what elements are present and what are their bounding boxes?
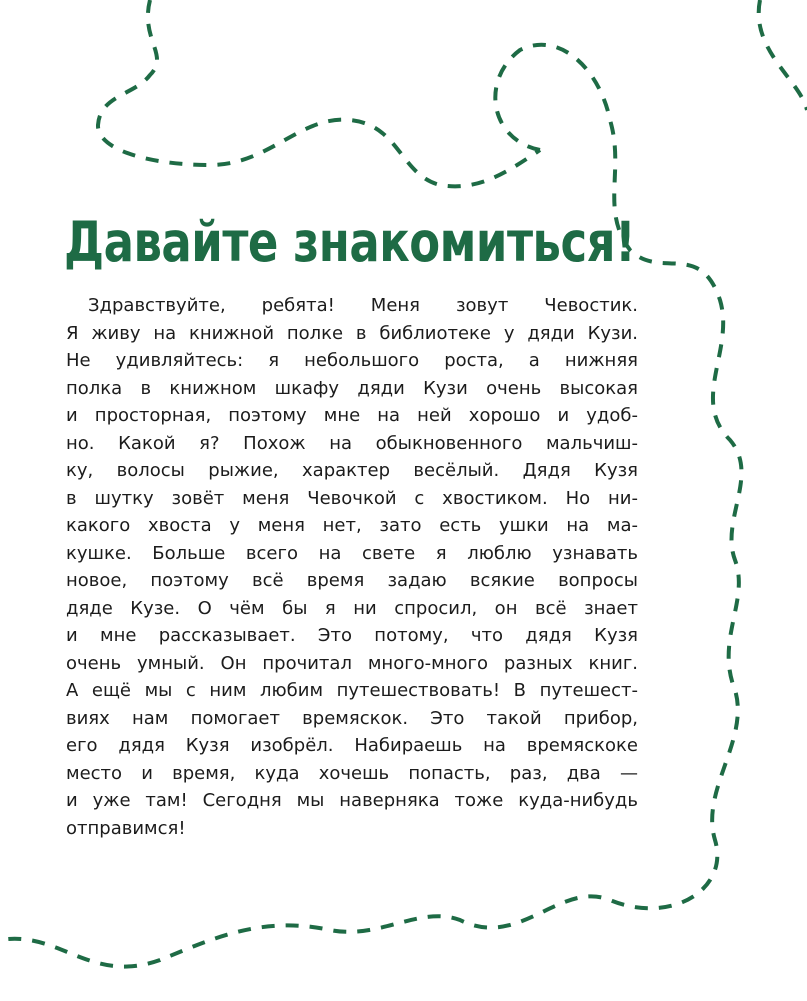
paragraph-line: какого хвоста у меня нет, зато есть ушки на ма- [66, 515, 638, 536]
paragraph-line: место и время, куда хочешь попасть, раз, два — [66, 762, 638, 784]
intro-paragraph [66, 292, 638, 842]
paragraph-line: полка в книжном шкафу дяди Кузи очень высокая [66, 377, 638, 399]
paragraph-line: новое, поэтому всё время задаю всякие вопросы [66, 570, 638, 591]
paragraph-line: виях нам помогает времяскок. Это такой прибор, [66, 707, 638, 729]
page-title: Давайте знакомиться! [64, 210, 636, 275]
paragraph-line: ку, волосы рыжие, характер весёлый. Дядя Кузя [66, 460, 638, 481]
paragraph-line: но. Какой я? Похож на обыкновенного мальчиш- [66, 432, 638, 454]
paragraph-line: дяде Кузе. О чём бы я ни спросил, он всё знает [66, 597, 638, 619]
paragraph-line: Я живу на книжной полке в библиотеке у дяди Кузи. [66, 322, 638, 344]
dashed-trail-right-edge [759, 0, 807, 110]
paragraph-line: и просторная, поэтому мне на ней хорошо и удоб- [66, 405, 638, 426]
paragraph-line: очень умный. Он прочитал много-много разных книг. [66, 652, 638, 674]
paragraph-line: и мне рассказывает. Это потому, что дядя Кузя [66, 625, 638, 646]
paragraph-line: его дядя Кузя изобрёл. Набираешь на времяскоке [66, 735, 638, 756]
paragraph-line: кушке. Больше всего на свете я люблю узнавать [66, 542, 638, 564]
paragraph-line: отправимся! [66, 817, 186, 839]
paragraph-line: Не удивляйтесь: я небольшого роста, а нижняя [66, 350, 638, 371]
paragraph-line: в шутку зовёт меня Чевочкой с хвостиком. Но ни- [66, 487, 638, 509]
paragraph-line: и уже там! Сегодня мы наверняка тоже куда-нибудь [66, 790, 638, 811]
dashed-border-left [98, 0, 540, 186]
paragraph-line: Здравствуйте, ребята! Меня зовут Чевостик. [88, 295, 638, 316]
paragraph-line: А ещё мы с ним любим путешествовать! В путешест- [66, 680, 638, 701]
